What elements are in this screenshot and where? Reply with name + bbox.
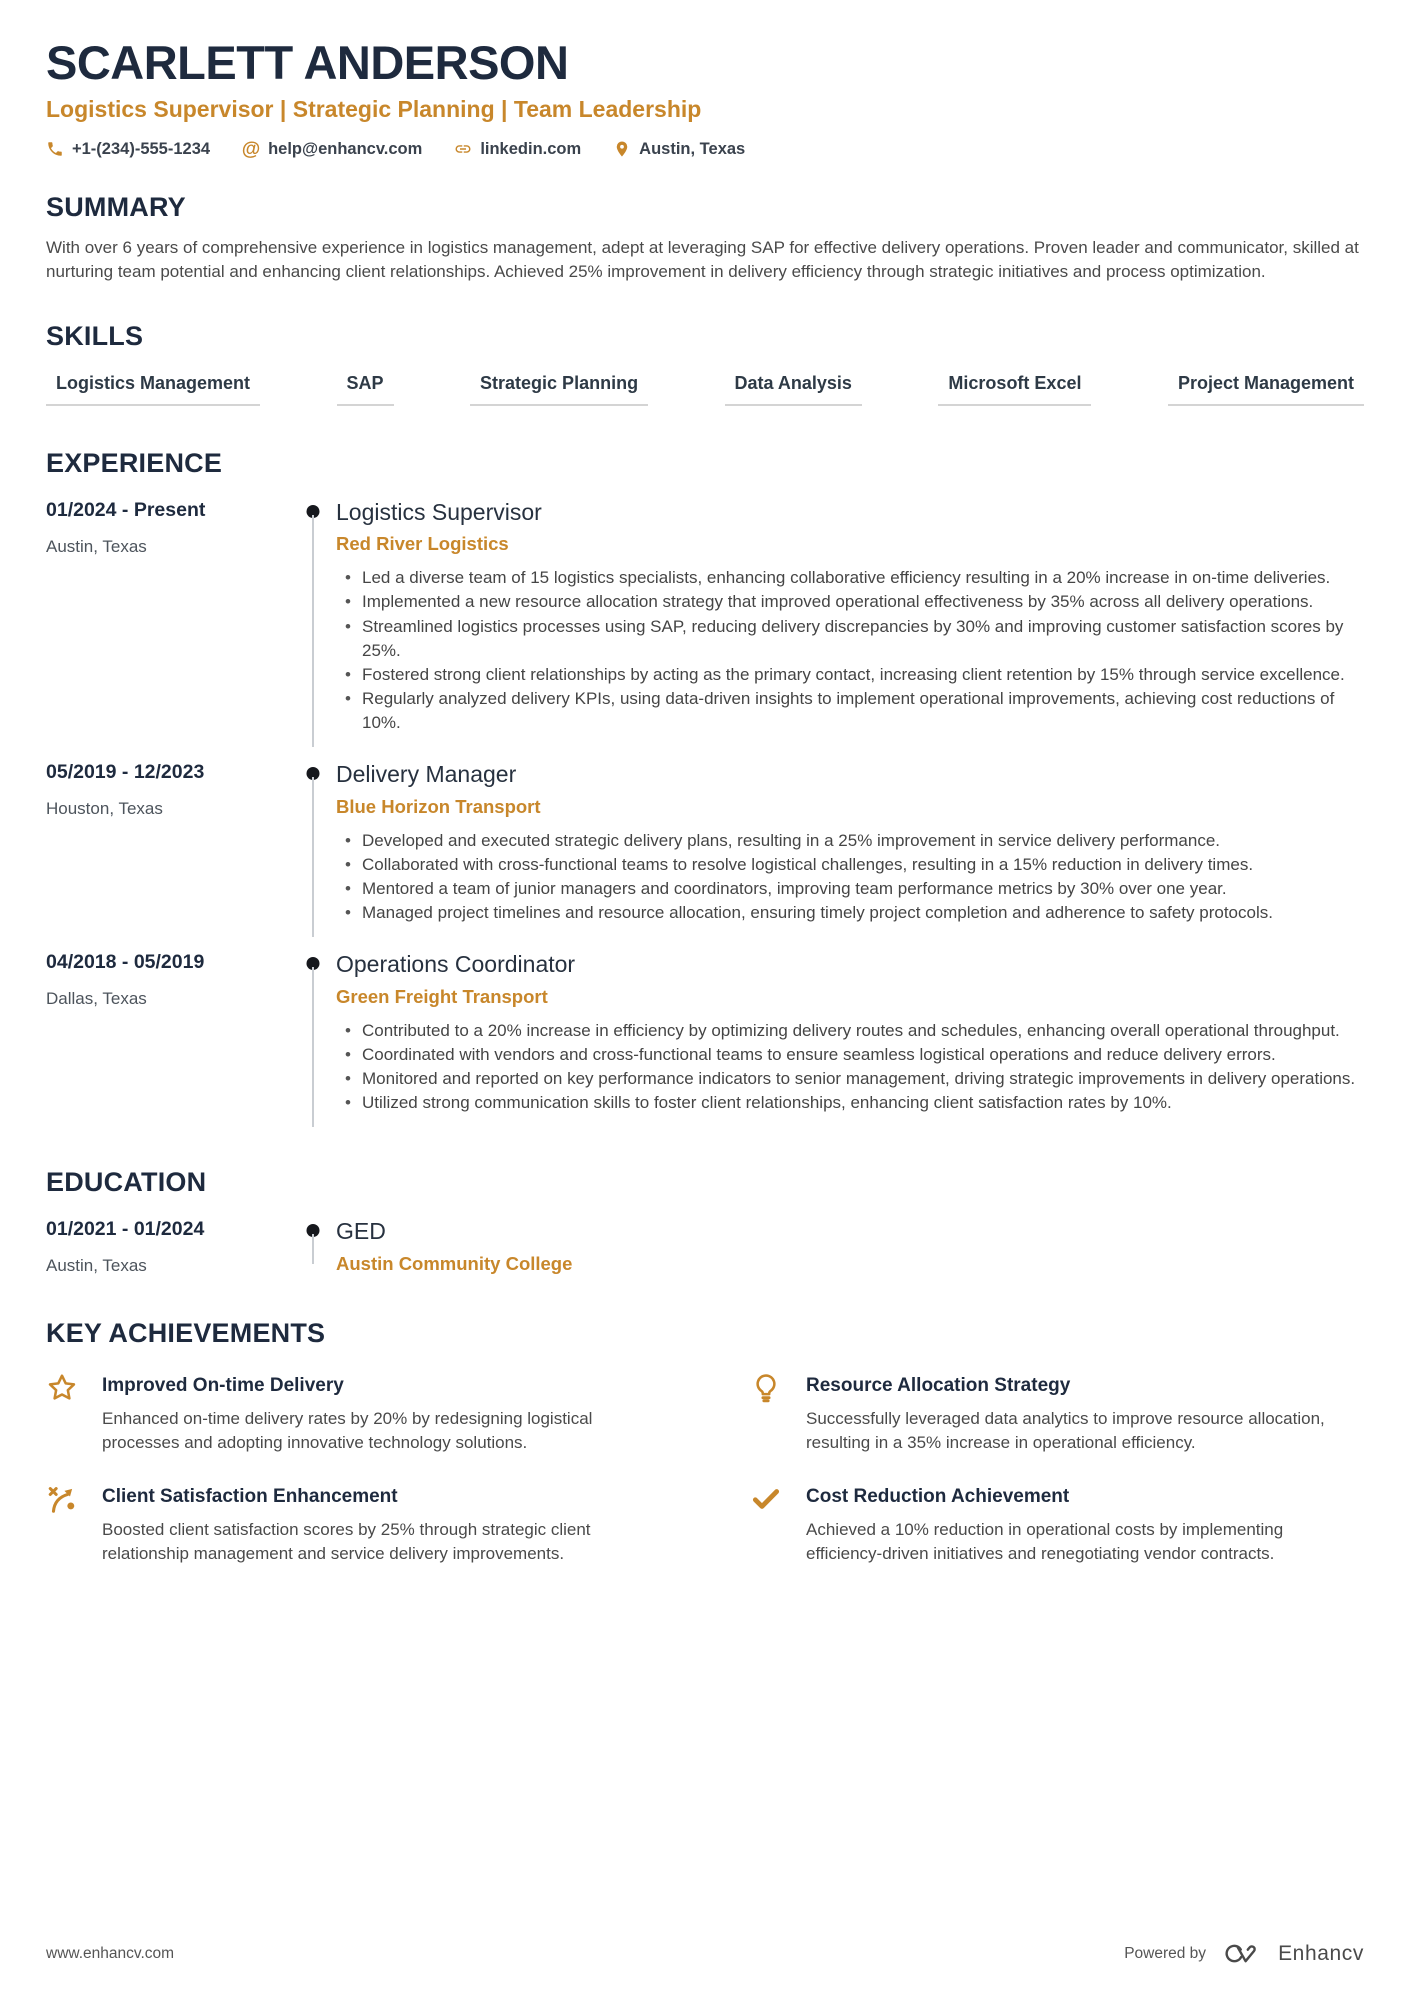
bullet-item: • Utilized strong communication skills to foster client relationships, enhancing client satisfaction rates by 10%. — [336, 1091, 1364, 1115]
bullet-item: • Streamlined logistics processes using SAP, reducing delivery discrepancies by 30% and improving customer satisfaction scores by 25%. — [336, 615, 1364, 663]
bullet-item: • Mentored a team of junior managers and coordinators, improving team performance metrics by 30% over one year. — [336, 877, 1364, 901]
achievement-item — [46, 1371, 660, 1455]
bullet-item: • Monitored and reported on key performance indicators to senior management, driving strategic improvements in delivery operations. — [336, 1067, 1364, 1091]
job-title: Logistics Supervisor — [336, 498, 542, 525]
powered-by-label: Powered by — [1124, 1945, 1207, 1962]
job-meta — [46, 951, 290, 1115]
education-list — [46, 1206, 1364, 1280]
education-body — [336, 1218, 1364, 1276]
experience-list — [46, 487, 1364, 1130]
bullet-item: • Contributed to a 20% increase in efficiency by optimizing delivery routes and schedules, enhancing overall operational throughput. — [336, 1019, 1364, 1043]
experience-section — [46, 448, 1364, 1130]
enhancv-wordmark: Enhancv — [1278, 1942, 1364, 1965]
lightbulb-icon — [750, 1371, 806, 1455]
contact-location-label: Austin, Texas — [639, 139, 746, 158]
bullet-item: • Led a diverse team of 15 logistics specialists, enhancing collaborative efficiency resulting in a 20% increase in on-time deliveries. — [336, 566, 1364, 590]
achievement-title: Improved On-time Delivery — [102, 1375, 344, 1397]
job-dates: 05/2019 - 12/2023 — [46, 761, 205, 784]
skills-section — [46, 321, 1364, 406]
checkmark-icon — [750, 1482, 806, 1566]
contact-website-label: linkedin.com — [480, 139, 582, 158]
job-body — [336, 499, 1364, 735]
job-bullets — [336, 566, 1364, 735]
contact-phone-label: +1-(234)-555-1234 — [72, 139, 211, 158]
footer-site-link[interactable]: www.enhancv.com — [46, 1945, 175, 1962]
education-entry — [46, 1206, 1364, 1280]
job-location: Dallas, Texas — [46, 989, 147, 1009]
timeline-line — [312, 967, 314, 1127]
contact-email[interactable] — [242, 140, 422, 159]
timeline-line — [312, 777, 314, 937]
job-company: Green Freight Transport — [336, 985, 548, 1007]
skill-tag: Strategic Planning — [470, 373, 648, 406]
enhancv-logo-icon — [1220, 1939, 1264, 1969]
achievement-text: Boosted client satisfaction scores by 25% through strategic client relationship management and service delivery improvements. — [102, 1519, 591, 1563]
footer-branding — [1124, 1939, 1364, 1969]
education-meta — [46, 1218, 290, 1276]
job-dates: 04/2018 - 05/2019 — [46, 951, 205, 974]
timeline — [290, 499, 336, 735]
experience-heading: EXPERIENCE — [46, 447, 223, 478]
skill-tag: Data Analysis — [725, 373, 862, 406]
summary-text: With over 6 years of comprehensive experience in logistics management, adept at leveraging SAP for effective delivery operations. Proven leader and communicator, skilled at nurturing team potential and enhancing client relationships. Achieved 25% improvement in delivery efficiency through strategic initiatives and process optimization. — [46, 237, 1359, 282]
timeline-line — [312, 515, 314, 747]
bullet-item: • Fostered strong client relationships by acting as the primary contact, increasing client retention by 15% through service excellence. — [336, 663, 1364, 687]
summary-heading: SUMMARY — [46, 191, 186, 222]
at-icon: @ — [241, 138, 261, 160]
job-bullets — [336, 829, 1364, 926]
contact-phone[interactable] — [46, 140, 210, 159]
achievement-item — [750, 1482, 1364, 1566]
achievement-title: Client Satisfaction Enhancement — [102, 1485, 398, 1507]
job-body — [336, 951, 1364, 1115]
achievement-text: Achieved a 10% reduction in operational costs by implementing efficiency-driven initiatives and renegotiating vendor contracts. — [806, 1519, 1284, 1563]
achievement-text: Enhanced on-time delivery rates by 20% by redesigning logistical processes and adopting innovative technology solutions. — [102, 1409, 593, 1453]
job-location: Houston, Texas — [46, 799, 163, 819]
education-dates: 01/2021 - 01/2024 — [46, 1218, 205, 1241]
strategy-icon — [46, 1482, 102, 1566]
job-meta — [46, 761, 290, 925]
bullet-item: • Collaborated with cross-functional teams to resolve logistical challenges, resulting in a 15% reduction in delivery times. — [336, 853, 1364, 877]
bullet-item: • Developed and executed strategic delivery plans, resulting in a 25% improvement in service delivery performance. — [336, 829, 1364, 853]
achievements-grid — [46, 1371, 1364, 1566]
location-pin-icon — [613, 140, 631, 158]
education-section — [46, 1167, 1364, 1280]
job-dates: 01/2024 - Present — [46, 498, 206, 521]
contact-website[interactable] — [454, 140, 581, 159]
timeline-line — [312, 1234, 314, 1264]
skill-tag: Microsoft Excel — [938, 373, 1091, 406]
job-title: Operations Coordinator — [336, 951, 576, 978]
degree-title: GED — [336, 1218, 386, 1245]
skill-tag: SAP — [337, 373, 394, 406]
skill-tag: Logistics Management — [46, 373, 260, 406]
timeline — [290, 951, 336, 1115]
achievement-text: Successfully leveraged data analytics to improve resource allocation, resulting in a 35% increase in operational efficiency. — [806, 1409, 1325, 1453]
achievements-heading: KEY ACHIEVEMENTS — [46, 1318, 326, 1349]
timeline — [290, 1218, 336, 1276]
star-icon — [46, 1371, 102, 1455]
candidate-name: SCARLETT ANDERSON — [46, 36, 569, 89]
job-meta — [46, 499, 290, 735]
experience-entry — [46, 487, 1364, 749]
job-company: Red River Logistics — [336, 533, 509, 555]
phone-icon — [46, 140, 64, 158]
skills-heading: SKILLS — [46, 320, 144, 351]
achievement-item — [46, 1482, 660, 1566]
bullet-item: • Managed project timelines and resource allocation, ensuring timely project completion and adherence to safety protocols. — [336, 901, 1364, 925]
experience-entry — [46, 939, 1364, 1129]
page-footer — [46, 1939, 1364, 1969]
contact-row — [46, 140, 1364, 159]
education-heading: EDUCATION — [46, 1167, 207, 1198]
skills-row — [46, 373, 1364, 406]
job-bullets — [336, 1019, 1364, 1116]
achievement-title: Cost Reduction Achievement — [806, 1485, 1070, 1507]
job-location: Austin, Texas — [46, 536, 147, 556]
contact-location — [613, 140, 745, 159]
achievement-title: Resource Allocation Strategy — [806, 1375, 1071, 1397]
school-name: Austin Community College — [336, 1252, 573, 1274]
summary-section — [46, 192, 1364, 285]
bullet-item: • Coordinated with vendors and cross-functional teams to ensure seamless logistical operations and reduce delivery errors. — [336, 1043, 1364, 1067]
achievement-item — [750, 1371, 1364, 1455]
bullet-item: • Implemented a new resource allocation strategy that improved operational effectiveness by 35% across all delivery operations. — [336, 590, 1364, 614]
contact-email-label: help@enhancv.com — [268, 139, 423, 158]
job-company: Blue Horizon Transport — [336, 795, 541, 817]
job-body — [336, 761, 1364, 925]
link-icon — [454, 140, 472, 158]
job-title: Delivery Manager — [336, 761, 517, 788]
candidate-headline: Logistics Supervisor | Strategic Planning | Team Leadership — [46, 95, 702, 122]
bullet-item: • Regularly analyzed delivery KPIs, using data-driven insights to implement operational improvements, achieving cost reductions of 10%. — [336, 687, 1364, 735]
timeline — [290, 761, 336, 925]
resume-header — [46, 38, 1364, 159]
skill-tag: Project Management — [1168, 373, 1364, 406]
achievements-section — [46, 1318, 1364, 1566]
education-location: Austin, Texas — [46, 1256, 147, 1276]
experience-entry — [46, 749, 1364, 939]
